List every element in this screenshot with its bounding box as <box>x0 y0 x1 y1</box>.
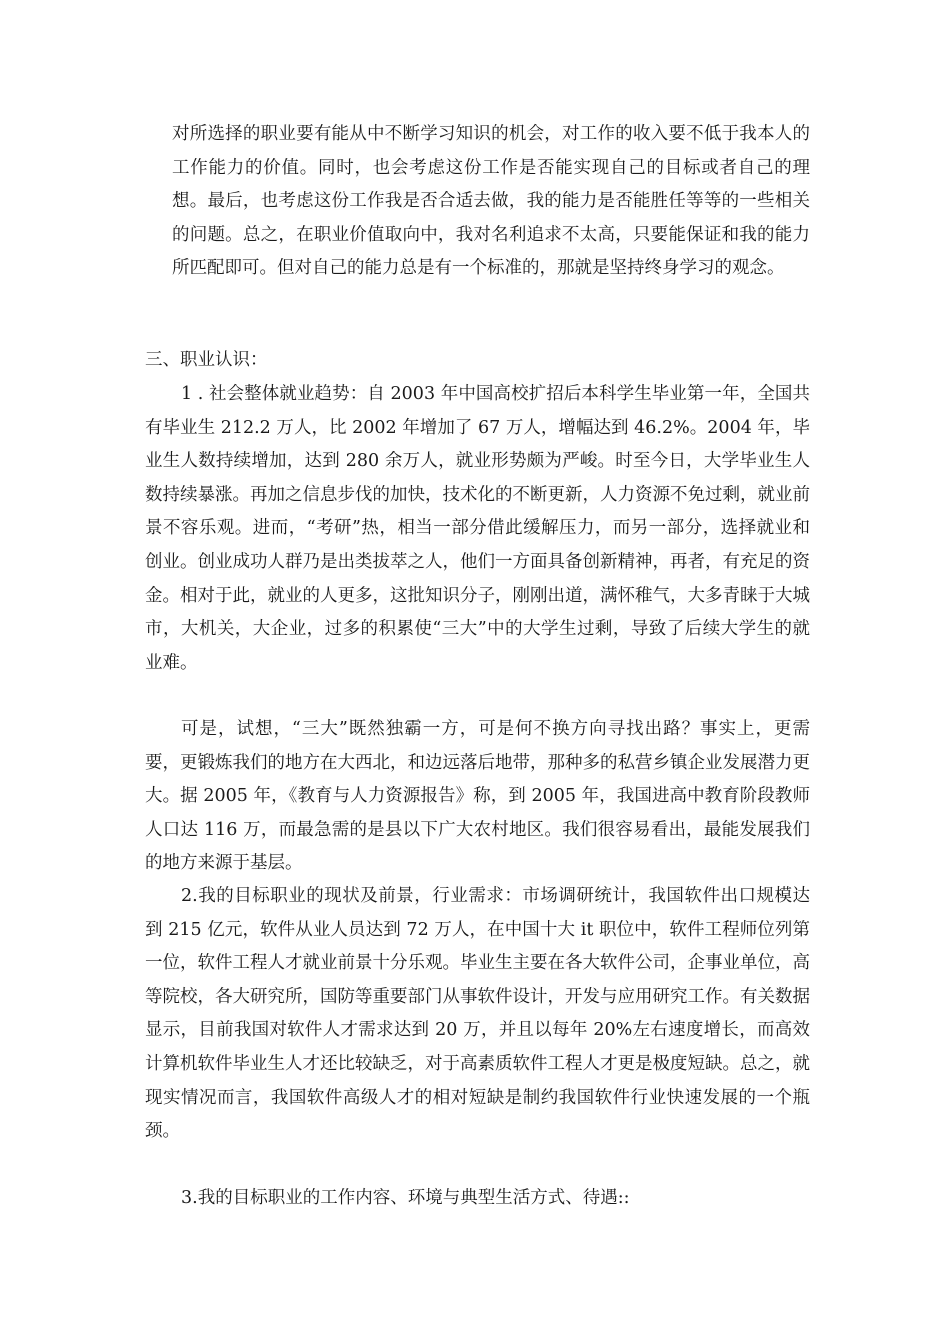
paragraph-work-content-heading: 3.我的目标职业的工作内容、环境与典型生活方式、待遇:: <box>181 1188 630 1208</box>
intro-paragraph: 对所选择的职业要有能从中不断学习知识的机会，对工作的收入要不低于我本人的工作能力的价值。同时，也会考虑这份工作是否能实现自己的目标或者自己的理想。最后，也考虑这份工作我是否合适去做，我的能力是否能胜任等等的一些相关的问题。总之，在职业价值取向中，我对名利追求不太高，只要能保证和我的能力所匹配即可。但对自己的能力总是有一个标准的，那就是坚持终身学习的观念。 <box>172 124 810 279</box>
paragraph-employment-trend: 1 . 社会整体就业趋势：自 2003 年中国高校扩招后本科学生毕业第一年，全国共有毕业生 212.2 万人，比 2002 年增加了 67 万人，增幅达到 46.2%。2004 年，毕业生人数持续增加，达到 280 余万人，就业形势颇为严峻。时至今日，大学毕业生人数持续暴涨。再加之信息步伐的加快，技术化的不断更新，人力资源不免过剩，就业前景不容乐观。进而，“考研”热，相当一部分借此缓解压力，而另一部分，选择就业和创业。创业成功人群乃是出类拔萃之人，他们一方面具备创新精神，再者，有充足的资金。相对于此，就业的人更多，这批知识分子，刚刚出道，满怀稚气，大多青睐于大城市，大机关，大企业，过多的积累使“三大”中的大学生过剩，导致了后续大学生的就业难。 <box>145 384 810 673</box>
paragraph-grassroots: 可是，试想，“三大”既然独霸一方，可是何不换方向寻找出路？事实上，更需要，更锻炼我们的地方在大西北，和边远落后地带，那种多的私营乡镇企业发展潜力更大。据 2005 年，《教育与人力资源报告》称，到 2005 年，我国进高中教育阶段教师人口达 116 万，而最急需的是县以下广大农村地区。我们很容易看出，最能发展我们的地方来源于基层。 <box>145 719 810 874</box>
section-heading: 三、职业认识： <box>145 350 268 370</box>
paragraph-software-industry: 2.我的目标职业的现状及前景，行业需求：市场调研统计，我国软件出口规模达到 215 亿元，软件从业人员达到 72 万人，在中国十大 it 职位中，软件工程师位列第一位，软件工程人才就业前景十分乐观。毕业生主要在各大软件公司，企事业单位，高等院校，各大研究所，国防等重要部门从事软件设计，开发与应用研究工作。有关数据显示，目前我国对软件人才需求达到 20 万，并且以每年 20%左右速度增长，而高效计算机软件毕业生人才还比较缺乏，对于高素质软件工程人才更是极度短缺。总之，就现实情况而言，我国软件高级人才的相对短缺是制约我国软件行业快速发展的一个瓶颈。 <box>145 886 810 1142</box>
